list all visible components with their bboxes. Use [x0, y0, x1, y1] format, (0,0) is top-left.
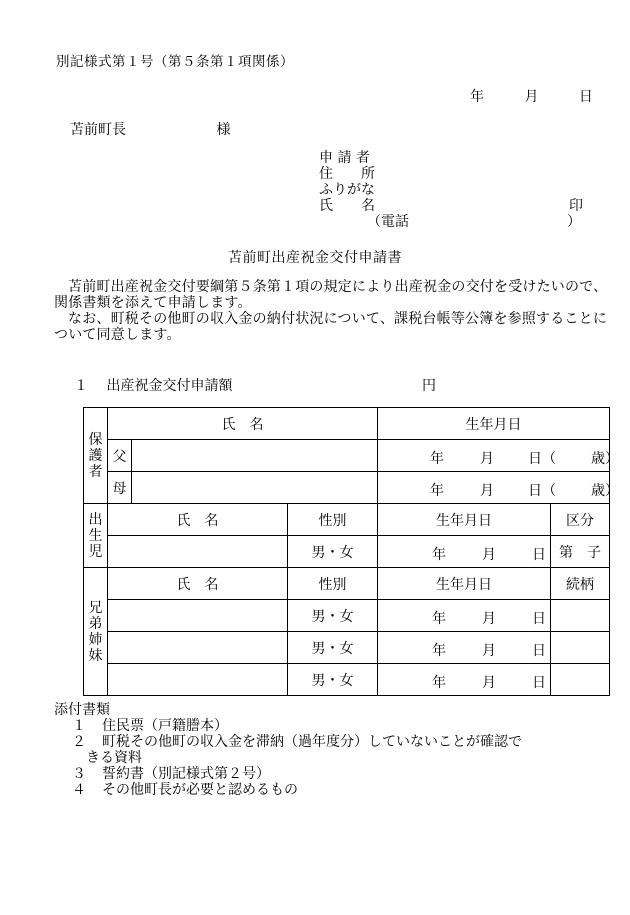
sibling-3-relation-cell[interactable]	[551, 664, 610, 696]
honorific: 様	[216, 122, 231, 138]
newborn-year: 年	[432, 547, 446, 563]
attachments	[54, 702, 522, 798]
sibling-1-relation-cell[interactable]	[551, 600, 610, 632]
sibling-row-1	[84, 600, 610, 632]
seal-mark: 印	[569, 198, 583, 214]
sibling-2-month: 月	[482, 643, 496, 659]
sibling-2-year: 年	[432, 643, 446, 659]
newborn-label: 出 生 児	[84, 504, 108, 568]
attachment-item-2	[54, 734, 522, 750]
attachment-4-number: ４	[72, 782, 86, 798]
date-line	[470, 86, 593, 106]
mother-year: 年	[430, 483, 444, 499]
sibling-2-birthdate-cell[interactable]	[378, 632, 551, 664]
sibling-name-header: 氏 名	[108, 568, 288, 600]
phone-close: ）	[567, 214, 581, 230]
amount-number: １	[74, 378, 88, 394]
father-label: 父	[108, 440, 132, 472]
newborn-birthdate-cell[interactable]	[378, 536, 551, 568]
guardian-birthdate-header: 生年月日	[378, 408, 610, 440]
sibling-3-year: 年	[432, 675, 446, 691]
attachment-2-text: 町税その他町の収入金を滞納（過年度分）していないことが確認で	[102, 734, 522, 750]
newborn-month: 月	[482, 547, 496, 563]
father-age: 歳）	[591, 451, 619, 467]
newborn-order-cell[interactable]: 第 子	[551, 536, 610, 568]
newborn-name-cell[interactable]	[108, 536, 288, 568]
mayor-title: 苫前町長	[70, 122, 126, 138]
sibling-2-relation-cell[interactable]	[551, 632, 610, 664]
date-month: 月	[524, 89, 539, 105]
mother-label: 母	[108, 472, 132, 504]
father-name-cell[interactable]	[132, 440, 378, 472]
sibling-1-day: 日	[532, 611, 546, 627]
sibling-label: 兄 弟 姉 妹	[84, 568, 108, 696]
mother-day: 日（	[528, 483, 556, 499]
body-text	[54, 279, 609, 343]
sibling-sex-header: 性別	[288, 568, 378, 600]
attachment-1-text: 住民票（戸籍謄本）	[102, 718, 228, 734]
sibling-3-name-cell[interactable]	[108, 664, 288, 696]
father-birthdate-cell[interactable]	[378, 440, 619, 472]
attachment-3-number: ３	[72, 766, 86, 782]
body-paragraph-2: なお、町税その他町の収入金の納付状況について、課税台帳等公簿を参照することについて同意します。	[54, 311, 608, 343]
applicant-label: 申 請 者	[319, 150, 370, 166]
amount-label: 出産祝金交付申請額	[106, 378, 233, 394]
address-label: 住 所	[319, 166, 375, 182]
attachments-heading: 添付書類	[54, 702, 110, 718]
addressee	[70, 119, 230, 139]
attachment-4-text: その他町長が必要と認めるもの	[102, 782, 298, 798]
furigana-label: ふりがな	[319, 182, 375, 198]
sibling-relation-header: 続柄	[551, 568, 610, 600]
sibling-2-sex-cell[interactable]: 男・女	[288, 632, 378, 664]
date-day: 日	[578, 89, 593, 105]
attachment-1-number: １	[72, 718, 86, 734]
attachment-2-continuation: きる資料	[86, 750, 142, 766]
sibling-1-year: 年	[432, 611, 446, 627]
amount-unit: 円	[422, 378, 436, 394]
mother-row	[84, 472, 610, 504]
newborn-row	[84, 536, 610, 568]
sibling-3-birthdate-cell[interactable]	[378, 664, 551, 696]
sibling-header-row	[84, 568, 610, 600]
sibling-1-month: 月	[482, 611, 496, 627]
application-table	[83, 407, 619, 696]
sibling-1-name-cell[interactable]	[108, 600, 288, 632]
newborn-name-header: 氏 名	[108, 504, 288, 536]
newborn-sex-header: 性別	[288, 504, 378, 536]
guardian-label: 保 護 者	[84, 408, 108, 504]
name-row	[319, 198, 583, 214]
sibling-3-sex-cell[interactable]: 男・女	[288, 664, 378, 696]
sibling-3-day: 日	[532, 675, 546, 691]
newborn-category-header: 区分	[551, 504, 610, 536]
father-row	[84, 440, 610, 472]
attachment-item-3	[54, 766, 522, 782]
attachment-item-1	[54, 718, 522, 734]
name-label: 氏 名	[319, 198, 375, 214]
newborn-header-row	[84, 504, 610, 536]
sibling-row-3	[84, 664, 610, 696]
body-paragraph-1: 苫前町出産祝金交付要綱第５条第１項の規定により出産祝金の交付を受けたいので、関係書類を添えて申請します。	[54, 279, 608, 311]
attachment-item-4	[54, 782, 522, 798]
sibling-3-month: 月	[482, 675, 496, 691]
sibling-2-day: 日	[532, 643, 546, 659]
father-year: 年	[430, 451, 444, 467]
date-year: 年	[470, 89, 484, 105]
mother-birthdate-cell[interactable]	[378, 472, 619, 504]
guardian-header-row	[84, 408, 610, 440]
sibling-2-name-cell[interactable]	[108, 632, 288, 664]
phone-label: （電話	[367, 214, 409, 230]
attachment-3-text: 誓約書（別記様式第２号）	[102, 766, 270, 782]
father-month: 月	[480, 451, 494, 467]
newborn-day: 日	[532, 547, 546, 563]
form-number: 別記様式第１号（第５条第１項関係）	[56, 54, 294, 70]
phone-row	[319, 214, 581, 230]
father-day: 日（	[528, 451, 556, 467]
amount-line	[74, 375, 436, 395]
attachment-2-number: ２	[72, 734, 86, 750]
sibling-row-2	[84, 632, 610, 664]
sibling-birthdate-header: 生年月日	[378, 568, 551, 600]
mother-month: 月	[480, 483, 494, 499]
mother-name-cell[interactable]	[132, 472, 378, 504]
newborn-sex-cell[interactable]: 男・女	[288, 536, 378, 568]
sibling-1-sex-cell[interactable]: 男・女	[288, 600, 378, 632]
guardian-name-header: 氏 名	[108, 408, 378, 440]
applicant-block	[319, 150, 583, 230]
newborn-birthdate-header: 生年月日	[378, 504, 551, 536]
document-title: 苫前町出産祝金交付申請書	[228, 250, 402, 266]
sibling-1-birthdate-cell[interactable]	[378, 600, 551, 632]
mother-age: 歳）	[591, 483, 619, 499]
